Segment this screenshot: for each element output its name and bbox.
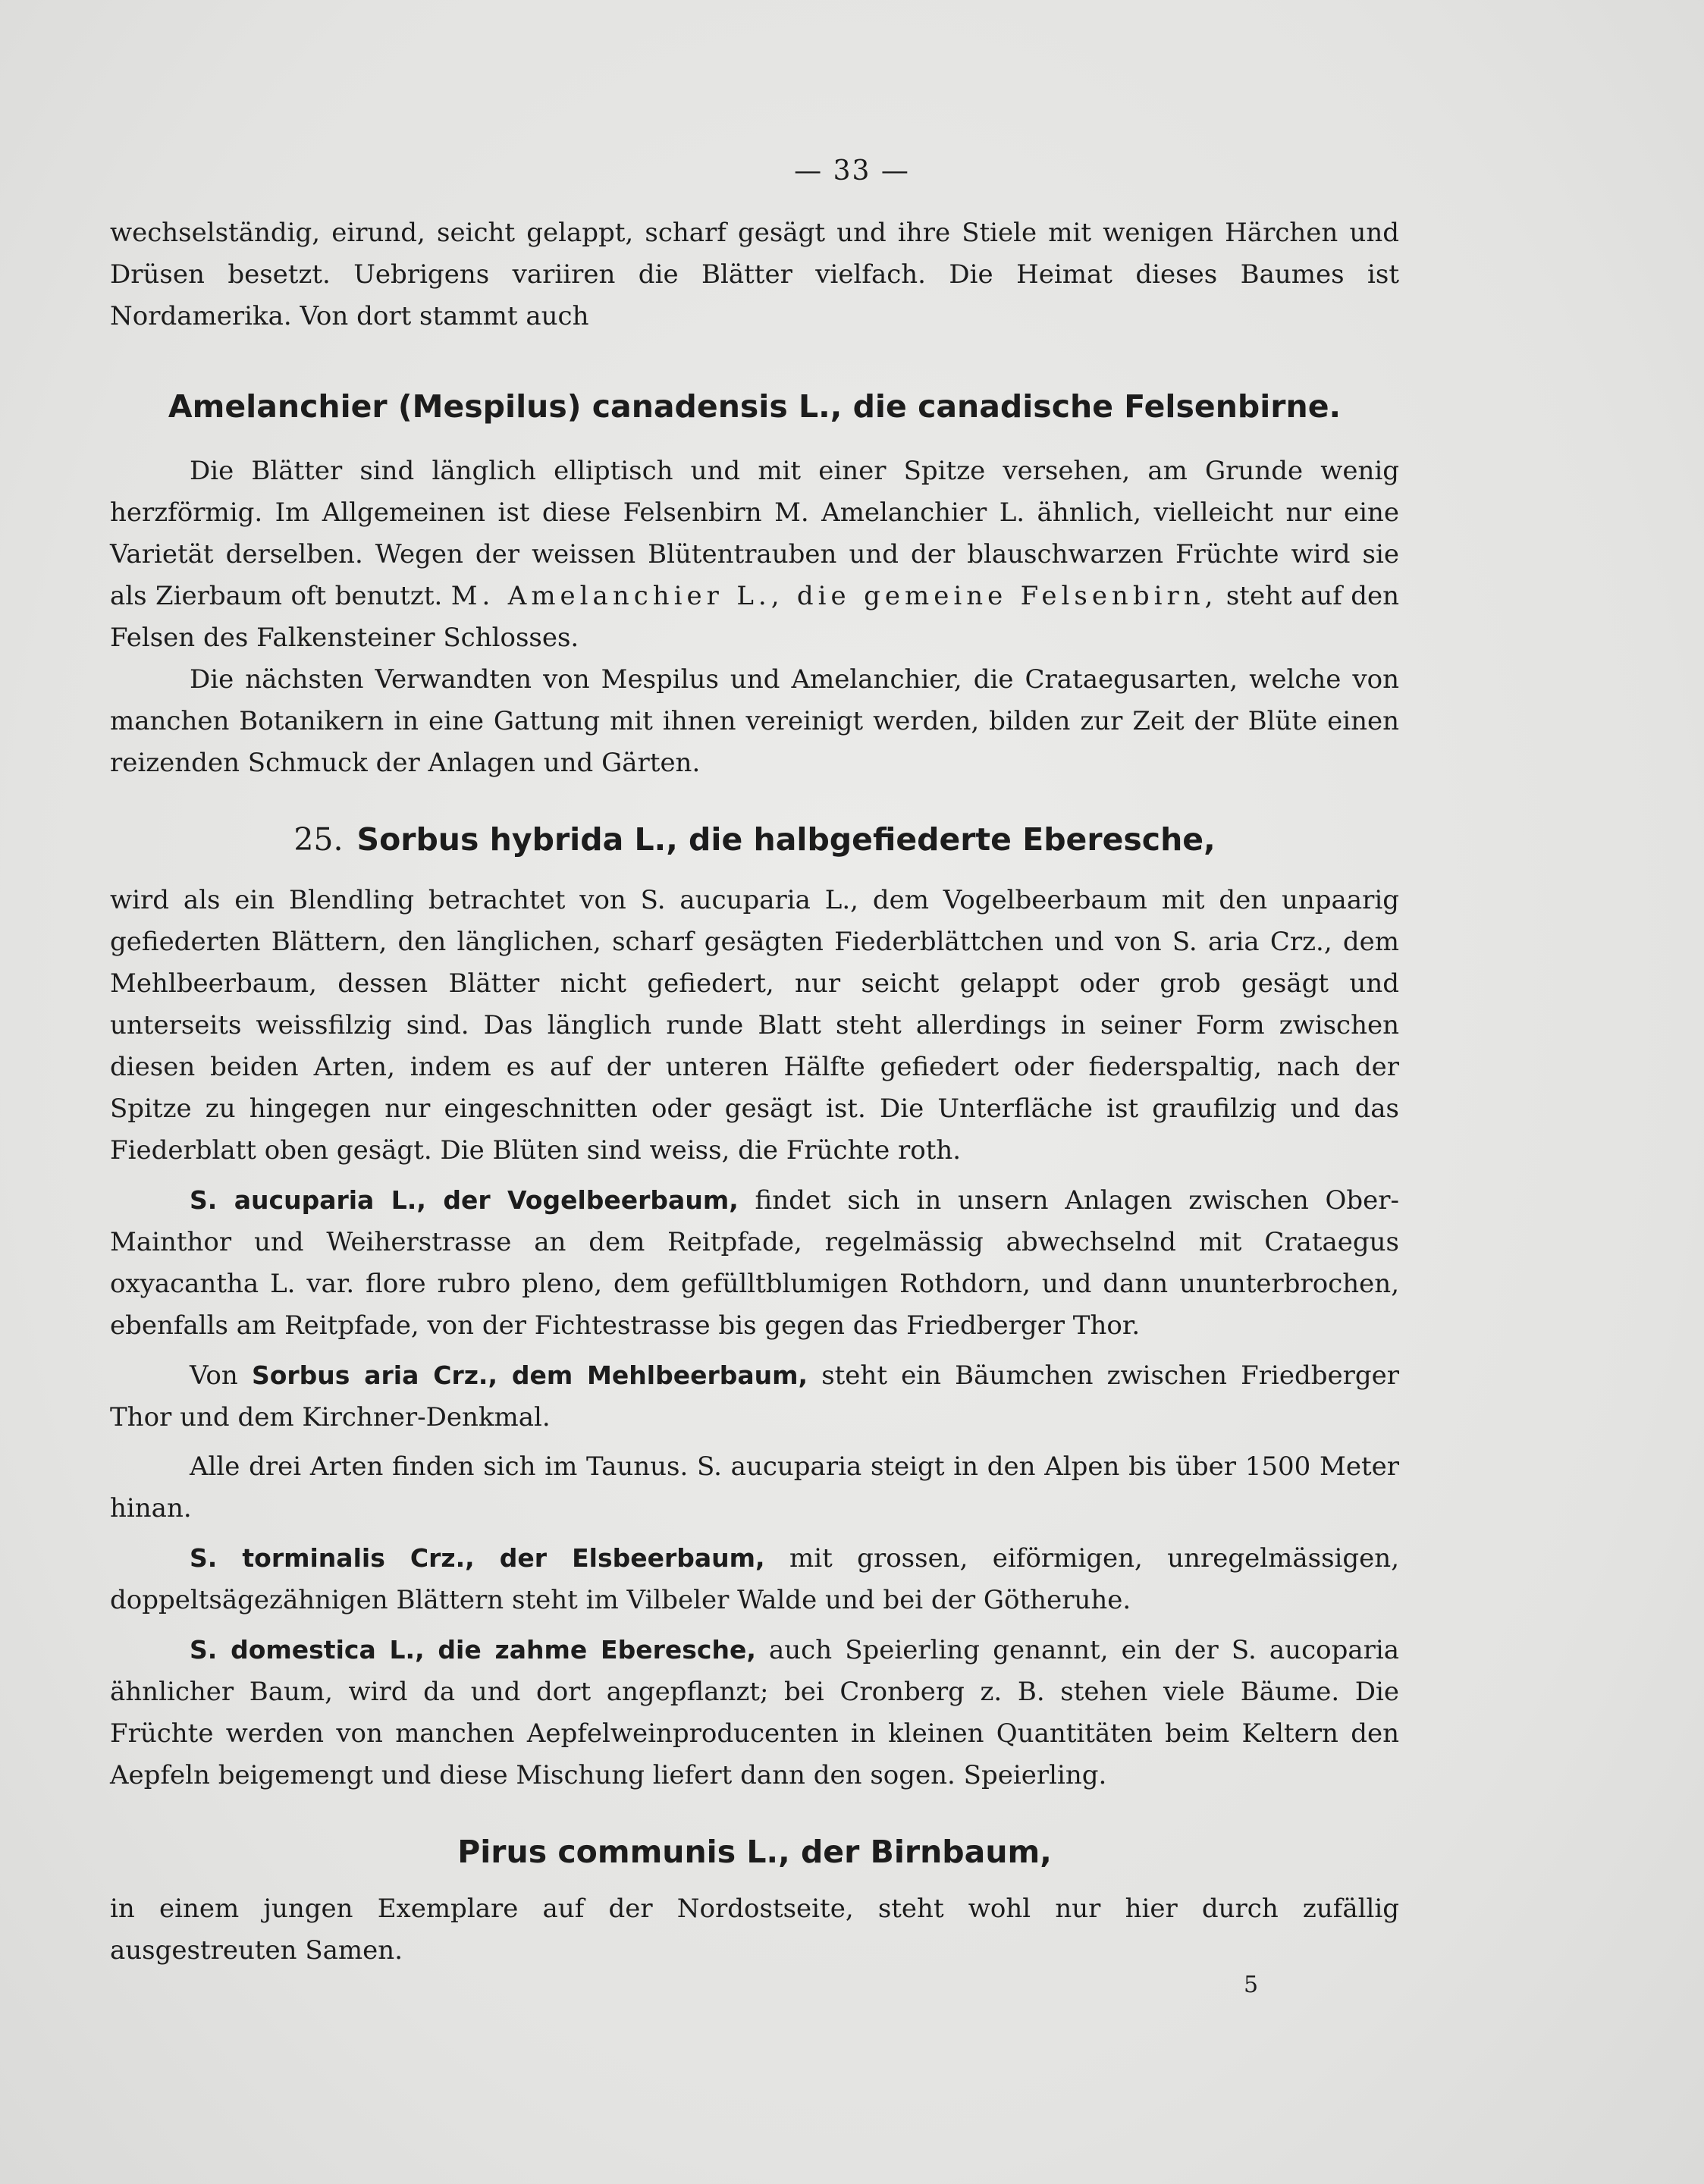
amelanchier-heading: Amelanchier (Mespilus) canadensis L., die canadische Felsenbirne.: [168, 388, 1342, 425]
aucuparia-paragraph: [110, 1179, 1399, 1347]
domestica-paragraph: [110, 1629, 1399, 1796]
sorbus-heading: [110, 821, 1399, 858]
amelanchier-paragraph-1: [110, 450, 1399, 659]
amelanchier-paragraph-2: Die nächsten Verwandten von Mespilus und Amelanchier, die Crataegusarten, welche von manchen Botanikern in eine Gattung mit ihnen vereinigt werden, bilden zur Zeit der Blüte einen reizenden Schmuck der Anlagen und Gärten.: [110, 664, 1399, 778]
torminalis-title: S. torminalis Crz., der Elsbeerbaum,: [190, 1543, 765, 1573]
sorbus-heading-text: Sorbus hybrida L., die halbgefiederte Eberesche,: [356, 821, 1216, 858]
pirus-paragraph: in einem jungen Exemplare auf der Nordostseite, steht wohl nur hier durch zufällig ausgestreuten Samen.: [110, 1894, 1399, 1966]
taunus-paragraph: Alle drei Arten finden sich im Taunus. S. aucuparia steigt in den Alpen bis über 1500 Meter hinan.: [110, 1451, 1399, 1523]
domestica-text: auch Speierling genannt, ein der S. aucoparia ähnlicher Baum, wird da und dort angepflanzt; bei Cronberg z. B. stehen viele Bäume. Die Früchte werden von manchen Aepfelweinproducenten in kleinen Quantitäten beim Keltern den Aepfeln beigemengt und diese Mischung liefert dann den sogen. Speierling.: [110, 1635, 1400, 1790]
aria-text: steht ein Bäumchen zwischen Friedberger Thor und dem Kirchner-Denkmal.: [110, 1360, 1399, 1432]
domestica-title: S. domestica L., die zahme Eberesche,: [190, 1635, 756, 1665]
amelanchier-section: [110, 450, 1399, 784]
torminalis-paragraph: [110, 1537, 1399, 1621]
aria-pre: Von: [190, 1360, 238, 1391]
intro-paragraph: wechselständig, eirund, seicht gelappt, scharf gesägt und ihre Stiele mit wenigen Härchen und Drüsen besetzt. Uebrigens variiren die Blätter vielfach. Die Heimat dieses Baumes ist Nordamerika. Von dort stammt auch: [110, 218, 1399, 331]
intro-paragraph-block: [110, 212, 1399, 337]
aria-paragraph: [110, 1354, 1399, 1439]
amelanchier-spaced-text: M. Amelanchier L., die gemeine Felsenbirn,: [450, 581, 1218, 611]
amelanchier-text-a: Die Blätter sind länglich elliptisch und mit einer Spitze versehen, am Grunde wenig herzförmig. Im Allgemeinen ist diese Felsenbirn M. Amelanchier L. ähnlich, vielleicht nur eine Varietät derselben. Wegen der weissen Blütentrauben und der blauschwarzen Früchte wird sie als Zierbaum oft benutzt.: [110, 456, 1399, 611]
signature-mark: 5: [1244, 1972, 1259, 1998]
pirus-heading: Pirus communis L., der Birnbaum,: [457, 1834, 1052, 1870]
aria-title: Sorbus aria Crz., dem Mehlbeerbaum,: [251, 1360, 808, 1390]
pirus-section: [110, 1888, 1399, 1972]
amelanchier-text-b: steht auf den Felsen des Falkensteiner Schlosses.: [110, 581, 1400, 653]
page-number: — 33 —: [794, 155, 910, 187]
sorbus-number: 25.: [293, 821, 344, 858]
aucuparia-text: findet sich in unsern Anlagen zwischen Ober-Mainthor und Weiherstrasse an dem Reitpfade, regelmässig abwechselnd mit Crataegus oxyacantha L. var. flore rubro pleno, dem gefülltblumigen Rothdorn, und dann ununterbrochen, ebenfalls am Reitpfade, von der Fichtestrasse bis gegen das Friedberger Thor.: [110, 1185, 1400, 1341]
torminalis-text: mit grossen, eiförmigen, unregelmässigen, doppeltsägezähnigen Blättern steht im Vilbeler Walde und bei der Götheruhe.: [110, 1543, 1399, 1615]
sorbus-section: [110, 880, 1399, 1796]
sorbus-paragraph-1: wird als ein Blendling betrachtet von S. aucuparia L., dem Vogelbeerbaum mit den unpaarig gefiederten Blättern, den länglichen, scharf gesägten Fiederblättchen und von S. aria Crz., dem Mehlbeerbaum, dessen Blätter nicht gefiedert, nur seicht gelappt oder grob gesägt und unterseits weissfilzig sind. Das länglich runde Blatt steht allerdings in seiner Form zwischen diesen beiden Arten, indem es auf der unteren Hälfte gefiedert oder fiederspaltig, nach der Spitze zu hingegen nur eingeschnitten oder gesägt ist. Die Unterfläche ist graufilzig und das Fiederblatt oben gesägt. Die Blüten sind weiss, die Früchte roth.: [110, 885, 1399, 1166]
aucuparia-title: S. aucuparia L., der Vogelbeerbaum,: [190, 1185, 739, 1215]
